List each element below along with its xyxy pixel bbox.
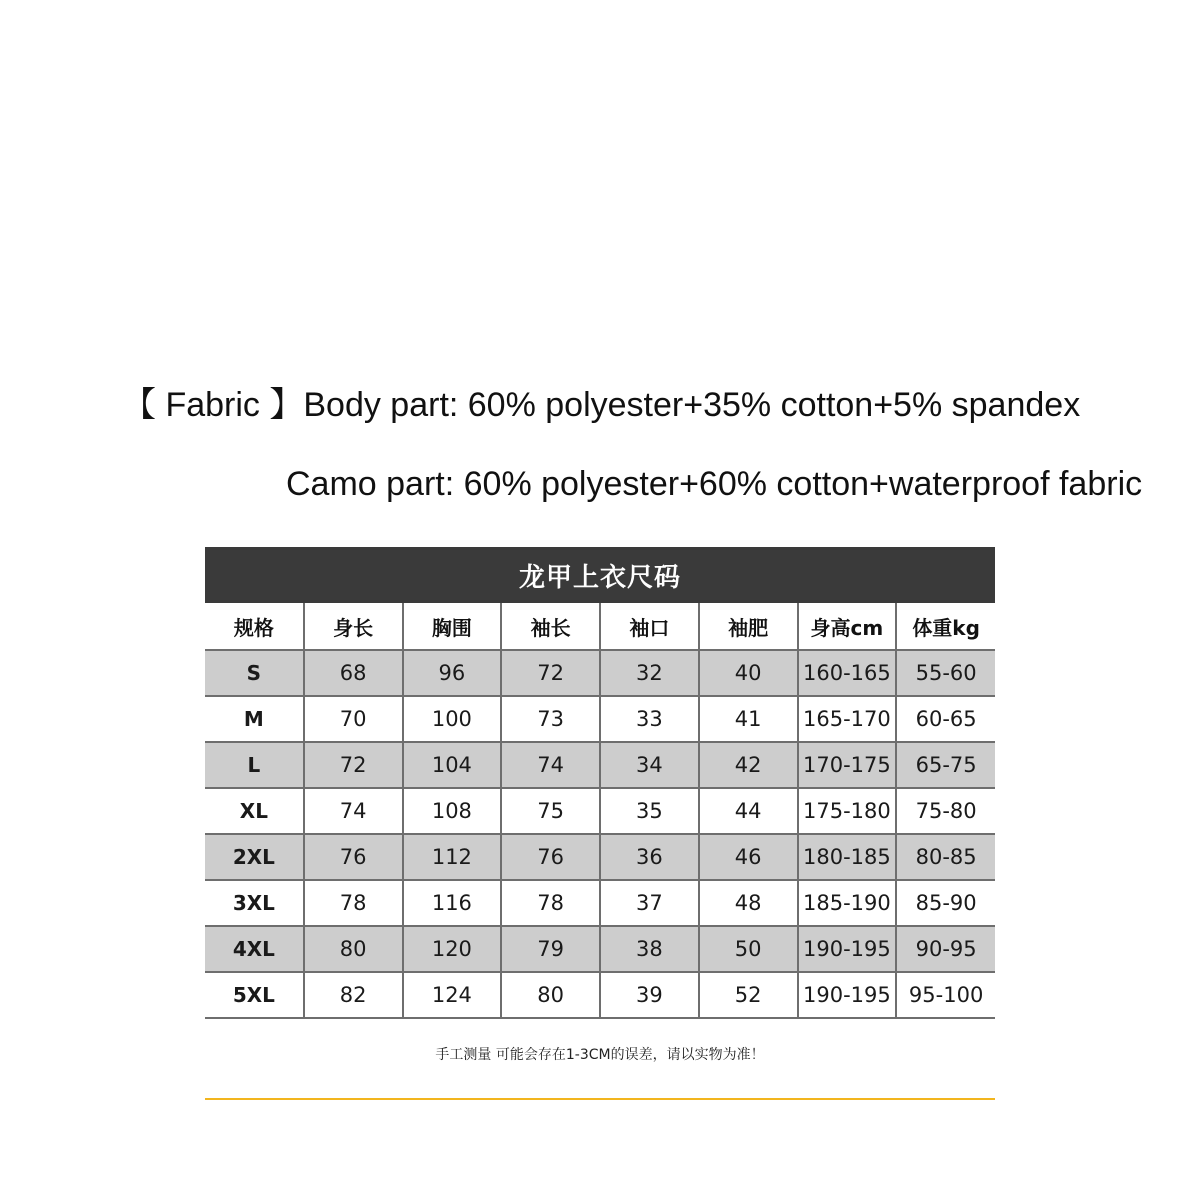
cell-sleeve-width: 52 [699,972,798,1018]
cell-height: 160-165 [798,650,897,696]
fabric-camo-part-text: Camo part: 60% polyester+60% cotton+waterproof fabric [286,465,1143,503]
header-body-length: 身长 [304,603,403,650]
header-weight: 体重kg [896,603,995,650]
cell-body-length: 74 [304,788,403,834]
cell-height: 185-190 [798,880,897,926]
cell-size: 5XL [205,972,304,1018]
cell-size: 3XL [205,880,304,926]
cell-height: 175-180 [798,788,897,834]
cell-weight: 60-65 [896,696,995,742]
cell-cuff: 33 [600,696,699,742]
cell-body-length: 72 [304,742,403,788]
header-height: 身高cm [798,603,897,650]
table-row [205,742,995,788]
cell-chest: 108 [403,788,502,834]
table-row [205,880,995,926]
cell-sleeve-length: 78 [501,880,600,926]
cell-sleeve-width: 41 [699,696,798,742]
table-row [205,972,995,1018]
cell-weight: 95-100 [896,972,995,1018]
cell-sleeve-length: 79 [501,926,600,972]
cell-cuff: 36 [600,834,699,880]
cell-sleeve-width: 42 [699,742,798,788]
cell-weight: 85-90 [896,880,995,926]
cell-sleeve-length: 73 [501,696,600,742]
cell-sleeve-length: 76 [501,834,600,880]
cell-cuff: 37 [600,880,699,926]
cell-cuff: 32 [600,650,699,696]
cell-body-length: 78 [304,880,403,926]
size-chart-title: 龙甲上衣尺码 [205,547,995,603]
cell-size: S [205,650,304,696]
cell-sleeve-width: 50 [699,926,798,972]
header-sleeve-width: 袖肥 [699,603,798,650]
header-cuff: 袖口 [600,603,699,650]
cell-body-length: 68 [304,650,403,696]
cell-sleeve-length: 75 [501,788,600,834]
cell-sleeve-width: 46 [699,834,798,880]
cell-size: 2XL [205,834,304,880]
cell-size: M [205,696,304,742]
cell-body-length: 70 [304,696,403,742]
cell-body-length: 76 [304,834,403,880]
cell-body-length: 80 [304,926,403,972]
cell-height: 170-175 [798,742,897,788]
table-row [205,834,995,880]
table-row [205,696,995,742]
accent-divider [205,1098,995,1100]
cell-size: L [205,742,304,788]
fabric-body-part-text: 【 Fabric 】Body part: 60% polyester+35% cotton+5% spandex [122,386,1081,424]
cell-weight: 55-60 [896,650,995,696]
header-chest: 胸围 [403,603,502,650]
cell-height: 180-185 [798,834,897,880]
cell-sleeve-width: 40 [699,650,798,696]
cell-chest: 104 [403,742,502,788]
measurement-note: 手工测量 可能会存在1-3CM的误差，请以实物为准！ [435,1047,765,1063]
cell-weight: 75-80 [896,788,995,834]
cell-sleeve-length: 80 [501,972,600,1018]
cell-cuff: 38 [600,926,699,972]
cell-chest: 116 [403,880,502,926]
cell-sleeve-length: 74 [501,742,600,788]
cell-height: 190-195 [798,972,897,1018]
cell-size: XL [205,788,304,834]
cell-cuff: 39 [600,972,699,1018]
cell-height: 190-195 [798,926,897,972]
cell-body-length: 82 [304,972,403,1018]
table-row [205,926,995,972]
size-chart-table [205,603,995,1019]
cell-cuff: 34 [600,742,699,788]
cell-chest: 124 [403,972,502,1018]
size-chart-header-row [205,603,995,650]
cell-weight: 90-95 [896,926,995,972]
header-spec: 规格 [205,603,304,650]
cell-weight: 65-75 [896,742,995,788]
cell-chest: 120 [403,926,502,972]
cell-chest: 96 [403,650,502,696]
cell-chest: 112 [403,834,502,880]
cell-sleeve-width: 44 [699,788,798,834]
size-chart [205,547,995,1019]
table-row [205,650,995,696]
cell-sleeve-width: 48 [699,880,798,926]
cell-size: 4XL [205,926,304,972]
cell-cuff: 35 [600,788,699,834]
cell-chest: 100 [403,696,502,742]
cell-weight: 80-85 [896,834,995,880]
table-row [205,788,995,834]
cell-height: 165-170 [798,696,897,742]
cell-sleeve-length: 72 [501,650,600,696]
header-sleeve-length: 袖长 [501,603,600,650]
